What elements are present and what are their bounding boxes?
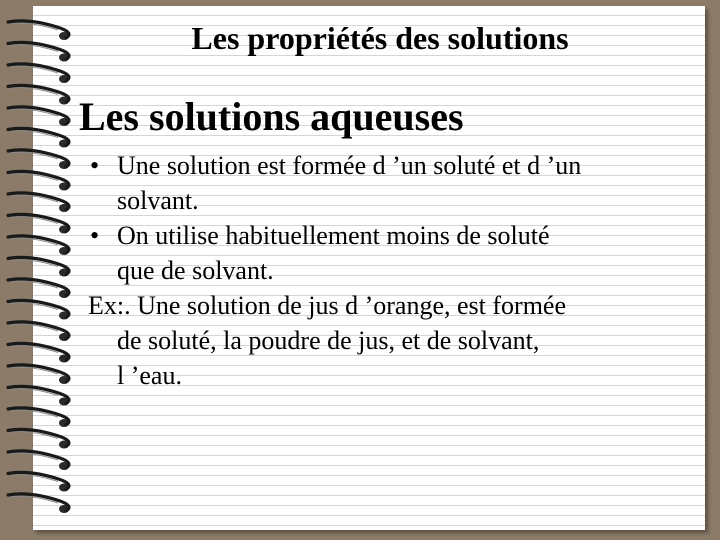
spiral-ring — [8, 128, 69, 147]
bullet-item — [88, 148, 703, 218]
slide-body — [88, 148, 703, 393]
spiral-ring — [8, 236, 69, 255]
spiral-binding-icon — [0, 0, 90, 540]
section-heading: Les solutions aqueuses — [79, 94, 464, 139]
spiral-ring — [8, 214, 69, 233]
text-line: solvant. — [117, 186, 199, 215]
text-line: l ’eau. — [117, 361, 182, 390]
spiral-ring — [8, 257, 69, 276]
spiral-ring — [8, 429, 69, 448]
text-line: de soluté, la poudre de jus, et de solvant, — [117, 326, 540, 355]
spiral-ring — [8, 365, 69, 384]
spiral-ring — [8, 343, 69, 362]
spiral-ring — [8, 64, 69, 83]
spiral-ring — [8, 386, 69, 405]
spiral-ring — [8, 300, 69, 319]
spiral-ring — [8, 472, 69, 491]
spiral-ring — [8, 171, 69, 190]
bullet-item — [88, 218, 703, 288]
spiral-ring — [8, 451, 69, 470]
spiral-ring — [8, 107, 69, 126]
spiral-ring — [8, 193, 69, 212]
text-line: Ex:. Une solution de jus d ’orange, est formée — [88, 291, 566, 320]
spiral-ring — [8, 150, 69, 169]
example-item — [88, 288, 703, 393]
spiral-ring — [8, 279, 69, 298]
spiral-ring — [8, 322, 69, 341]
spiral-ring — [8, 85, 69, 104]
text-line: • Une solution est formée d ’un soluté et d ’un — [117, 151, 582, 180]
spiral-ring — [8, 408, 69, 427]
spiral-ring — [8, 494, 69, 513]
text-line: • On utilise habituellement moins de soluté — [117, 221, 550, 250]
page-title: Les propriétés des solutions — [191, 20, 569, 56]
text-line: que de solvant. — [117, 256, 274, 285]
